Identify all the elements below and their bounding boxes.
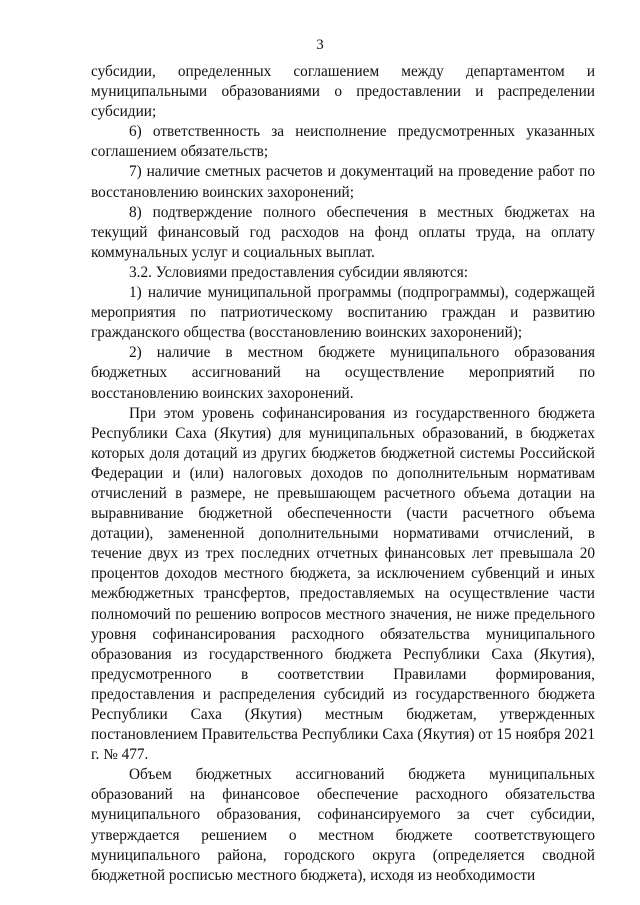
paragraph: 3.2. Условиями предоставления субсидии являются: (129, 263, 469, 281)
paragraph: 7) наличие сметных расчетов и документаций на проведение работ по восстановлению воинских захоронений; (91, 163, 595, 201)
paragraph: 8) подтверждение полного обеспечения в местных бюджетах на текущий финансовый год расходов на фонд оплаты труда, на оплату коммунальных услуг и социальных выплат. (91, 203, 595, 261)
document-body (91, 62, 595, 886)
paragraph: Объем бюджетных ассигнований бюджета муниципальных образований на финансовое обеспечение расходного обязательства муниципального образования, софинансируемого за счет субсидии, утверждается решением о местном бюджете соответствующего муниципального района, городского округа (определяется сводной бюджетной росписью местного бюджета), исходя из необходимости (91, 766, 595, 884)
page-number: 3 (316, 37, 324, 53)
paragraph: 2) наличие в местном бюджете муниципального образования бюджетных ассигнований на осуществление мероприятий по восстановлению воинских захоронений. (91, 344, 595, 402)
paragraph: субсидии, определенных соглашением между департаментом и муниципальными образованиями о предоставлении и распределении субсидии; (91, 63, 595, 121)
paragraph: 6) ответственность за неисполнение предусмотренных указанных соглашением обязательств; (91, 123, 595, 161)
paragraph: 1) наличие муниципальной программы (подпрограммы), содержащей мероприятия по патриотическому воспитанию граждан и развитию гражданского общества (восстановлению воинских захоронений); (91, 284, 595, 342)
paragraph: При этом уровень софинансирования из государственного бюджета Республики Саха (Якутия) для муниципальных образований, в бюджетах которых доля дотаций из других бюджетов бюджетной системы Российской Федерации и (или) налоговых доходов по дополнительным нормативам отчислений в размере, не превышающем расчетного объема дотации на выравнивание бюджетной обеспеченности (части расчетного объема дотации), замененной дополнительными нормативами отчислений, в течение двух из трех последних отчетных финансовых лет превышала 20 процентов доходов местного бюджета, за исключением субвенций и иных межбюджетных трансфертов, предоставляемых на осуществление части полномочий по решению вопросов местного значения, не ниже предельного уровня софинансирования расходного обязательства муниципального образования из государственного бюджета Республики Саха (Якутия), предусмотренного в соответствии Правилами формирования, предоставления и распределения субсидий из государственного бюджета Республики Саха (Якутия) местным бюджетам, утвержденных постановлением Правительства Республики Саха (Якутия) от 15 ноября 2021 г. № 477. (91, 404, 595, 764)
